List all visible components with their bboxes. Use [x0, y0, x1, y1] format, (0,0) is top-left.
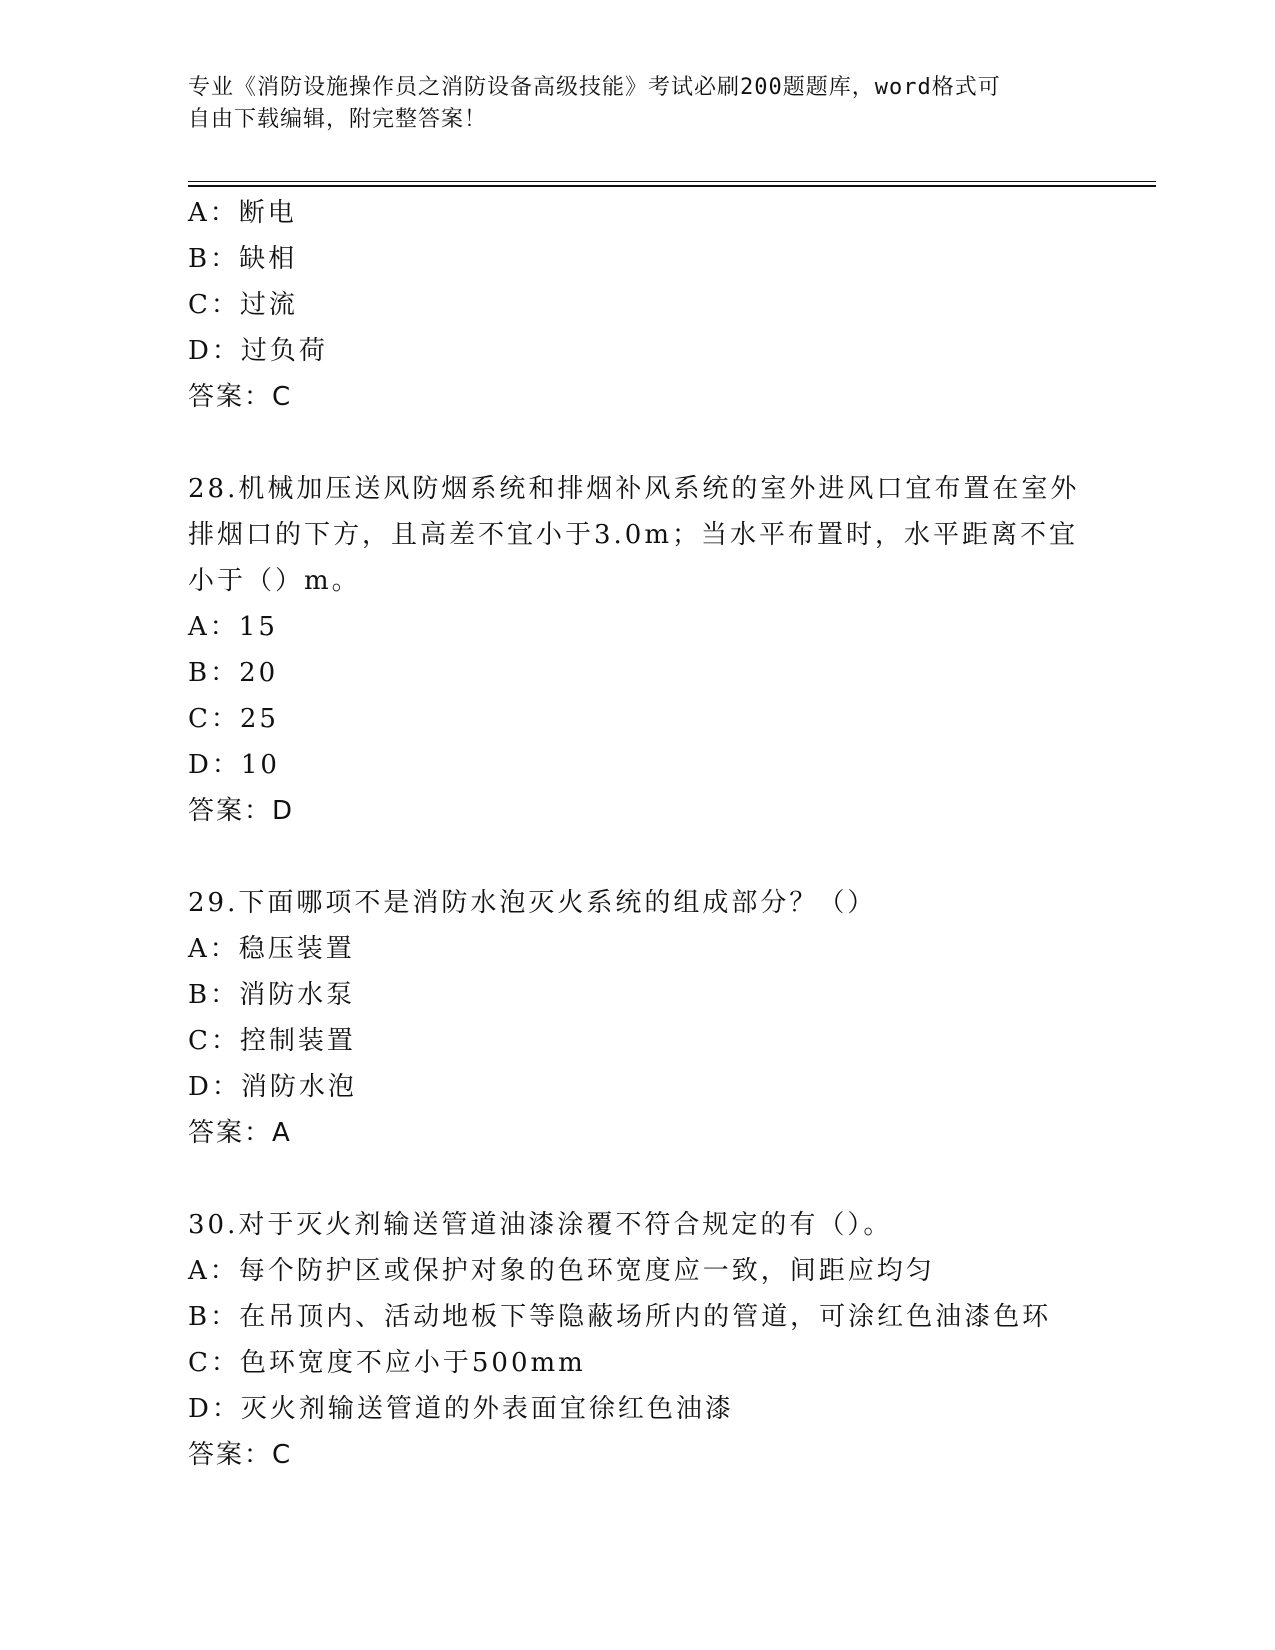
spacer [188, 420, 1088, 466]
header-line-2: 自由下载编辑，附完整答案！ [188, 107, 488, 132]
spacer [188, 1156, 1088, 1202]
option-a: A：断电 [188, 198, 297, 228]
option-d: D：消防水泡 [188, 1072, 357, 1102]
header-divider-top [188, 181, 1156, 182]
option-c: C：控制装置 [188, 1026, 356, 1056]
answer: 答案：D [188, 796, 295, 826]
question-stem-line-1: 28.机械加压送风防烟系统和排烟补风系统的室外进风口宜布置在室外 [188, 474, 1080, 504]
question-stem-line-2: 排烟口的下方，且高差不宜小于3.0m；当水平布置时，水平距离不宜 [188, 520, 1079, 550]
header-divider-bottom [188, 185, 1156, 187]
question-27 [188, 190, 1088, 420]
option-b: B：20 [188, 658, 279, 688]
document-header [188, 72, 1068, 136]
header-line-1: 专业《消防设施操作员之消防设备高级技能》考试必刷200题题库，word格式可 [188, 75, 1001, 100]
option-a: A：15 [188, 612, 278, 642]
option-b: B：缺相 [188, 244, 298, 274]
option-b: B：消防水泵 [188, 980, 356, 1010]
option-c: C：色环宽度不应小于500mm [188, 1348, 586, 1378]
option-b: B：在吊顶内、活动地板下等隐蔽场所内的管道，可涂红色油漆色环 [188, 1302, 1052, 1332]
option-a: A：稳压装置 [188, 934, 355, 964]
question-stem: 29.下面哪项不是消防水泡灭火系统的组成部分？（） [188, 888, 877, 918]
option-d: D：过负荷 [188, 336, 328, 366]
answer: 答案：C [188, 1440, 293, 1470]
spacer [188, 834, 1088, 880]
question-29 [188, 880, 1088, 1156]
question-stem: 30.对于灭火剂输送管道油漆涂覆不符合规定的有（）。 [188, 1210, 893, 1240]
option-a: A：每个防护区或保护对象的色环宽度应一致，间距应均匀 [188, 1256, 935, 1286]
question-28 [188, 466, 1088, 834]
option-c: C：25 [188, 704, 279, 734]
answer: 答案：A [188, 1118, 292, 1148]
question-30 [188, 1202, 1088, 1478]
option-d: D：灭火剂输送管道的外表面宜徐红色油漆 [188, 1394, 734, 1424]
answer: 答案：C [188, 382, 293, 412]
question-stem-line-3: 小于（）m。 [188, 566, 361, 596]
option-c: C：过流 [188, 290, 298, 320]
option-d: D：10 [188, 750, 280, 780]
question-list [188, 190, 1088, 1478]
